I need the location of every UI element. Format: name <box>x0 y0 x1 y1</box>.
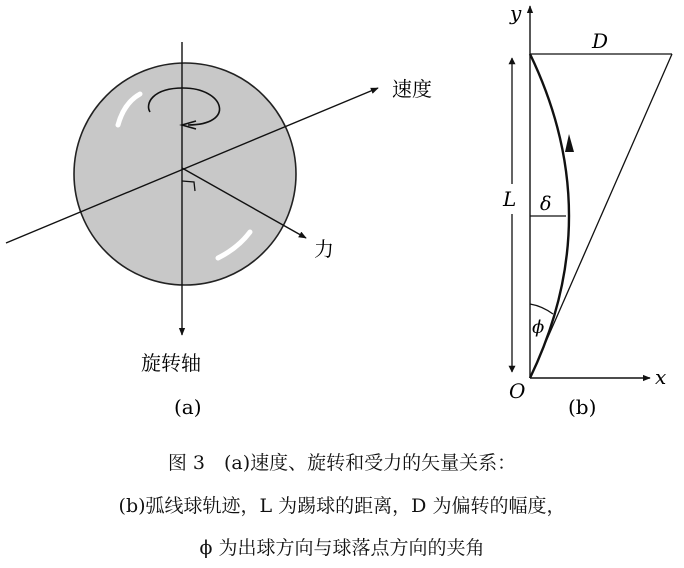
y-axis-label: y <box>510 1 522 25</box>
origin-label: O <box>509 379 526 403</box>
caption-line-3: ϕ 为出球方向与球落点方向的夹角 <box>199 537 485 559</box>
L-label: L <box>503 187 517 211</box>
panel-b-label: (b) <box>568 395 597 419</box>
phi-arc <box>530 304 553 314</box>
D-label: D <box>592 29 609 53</box>
ball <box>74 63 296 285</box>
panel-b <box>502 1 672 419</box>
delta-label: δ <box>540 193 552 215</box>
panel-a <box>6 42 432 419</box>
caption-line-1: 图 3 (a)速度、旋转和受力的矢量关系： <box>167 452 517 474</box>
panel-a-label: (a) <box>174 395 202 419</box>
velocity-label: 速度 <box>392 77 432 101</box>
trajectory-arrow-head <box>565 134 574 152</box>
spin-axis-label: 旋转轴 <box>141 351 201 375</box>
caption-line-2: (b)弧线球轨迹，L 为踢球的距离，D 为偏转的幅度， <box>118 495 566 517</box>
x-axis-label: x <box>655 365 667 389</box>
force-label: 力 <box>314 237 334 261</box>
phi-label: ϕ <box>532 317 545 338</box>
